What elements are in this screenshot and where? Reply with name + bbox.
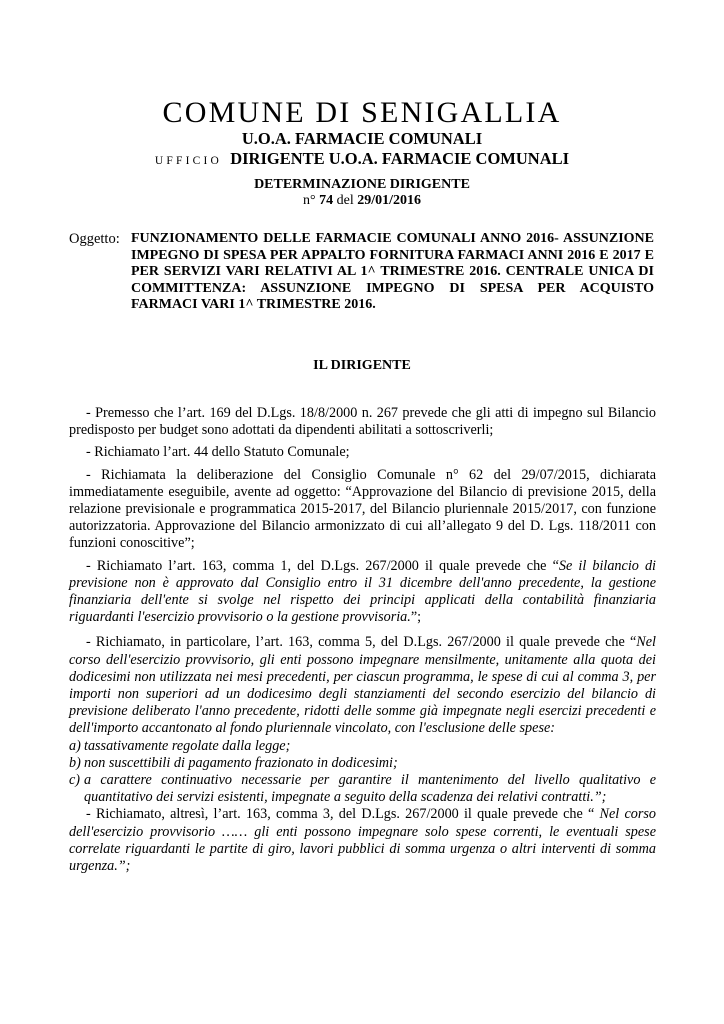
p4-quote: Se il bilancio di previsione non è approvato dal Consiglio entro il 31 dicembre dell'anno precedente, la gestione finanziaria dell'ente si svolge nel rispetto dei principi applicati della contabilità finanziaria riguardanti l'esercizio provvisorio o la gestione provvisoria. — [69, 557, 656, 626]
ufficio-name: DIRIGENTE U.O.A. FARMACIE COMUNALI — [230, 149, 570, 168]
exclusion-list — [69, 738, 656, 807]
p4-post: ”; — [410, 609, 422, 626]
paragraph-art163-comma1 — [69, 558, 656, 627]
p6-pre: - Richiamato, altresì, l’art. 163, comma 3, del D.Lgs. 267/2000 il quale prevede che “ — [86, 806, 600, 823]
list-text: non suscettibili di pagamento frazionato in dodicesimi; — [84, 754, 398, 771]
body-text — [69, 405, 656, 875]
oggetto-label: Oggetto: — [69, 231, 120, 247]
ufficio-label: UFFICIO — [154, 155, 223, 167]
paragraph-art163-comma5 — [69, 634, 656, 737]
date-prefix: del — [336, 193, 354, 208]
list-item — [69, 738, 656, 755]
list-label: b) — [69, 754, 81, 771]
list-text: a carattere continuativo necessarie per garantire il mantenimento del livello qualitativo e quantitativo dei servizi esistenti, impegnate a seguito della scadenza dei relativi contratti.”; — [84, 772, 656, 806]
ufficio-heading — [0, 149, 724, 171]
determination-number — [0, 192, 724, 209]
paragraph-deliberazione: - Richiamata la deliberazione del Consiglio Comunale n° 62 del 29/07/2015, dichiarata immediatamente eseguibile, avente ad oggetto: “Approvazione del Bilancio di previsione 2015, della relazione previsionale e programmatica 2015-2017, del Bilancio pluriennale 2015/2017, con funzione autorizzatoria. Approvazione del Bilancio armonizzato di cui all’allegato 9 del D. Lgs. 118/2011 con funzioni conoscitive”; — [69, 466, 656, 552]
determination-title: DETERMINAZIONE DIRIGENTE — [254, 177, 470, 192]
p6-quote: Nel corso dell'esercizio provvisorio …… gli enti possono impegnare solo spese correnti, le eventuali spese correlate riguardanti le partite di giro, lavori pubblici di somma urgenza o altri interventi di somma urgenza.”; — [69, 806, 656, 875]
list-label: a) — [69, 737, 81, 754]
date-value: 29/01/2016 — [357, 193, 421, 208]
list-text: tassativamente regolate dalla legge; — [84, 737, 291, 754]
page-title: COMUNE DI SENIGALLIA — [162, 96, 562, 129]
list-item — [69, 772, 656, 806]
paragraph-premesso: - Premesso che l’art. 169 del D.Lgs. 18/8/2000 n. 267 prevede che gli atti di impegno sul Bilancio predisposto per budget sono adottati da dipendenti abilitati a sottoscriverli; — [69, 405, 656, 439]
paragraph-art163-comma3 — [69, 806, 656, 875]
p5-pre: - Richiamato, in particolare, l’art. 163, comma 5, del D.Lgs. 267/2000 il quale prevede che “ — [86, 634, 637, 651]
uoa-heading: U.O.A. FARMACIE COMUNALI — [241, 129, 483, 148]
list-item — [69, 755, 656, 772]
p4-pre: - Richiamato l’art. 163, comma 1, del D.Lgs. 267/2000 il quale prevede che “ — [86, 557, 559, 574]
list-label: c) — [69, 772, 81, 789]
number-value: 74 — [319, 193, 334, 208]
p5-quote: Nel corso dell'esercizio provvisorio, gli enti possono impegnare mensilmente, unitamente alla quota dei dodicesimi non utilizzata nei mesi precedenti, per ciascun programma, le spese di cui al comma 3, per importi non superiori ad un dodicesimo degli stanziamenti del secondo esercizio del bilancio di previsione deliberato l'anno precedente, ridotti delle somme già impegnate negli esercizi precedenti e dell'importo accantonato al fondo pluriennale vincolato, con l'esclusione delle spese: — [69, 634, 656, 737]
number-prefix: n° — [303, 193, 316, 208]
paragraph-statuto: - Richiamato l’art. 44 dello Statuto Comunale; — [86, 444, 350, 461]
oggetto-text: FUNZIONAMENTO DELLE FARMACIE COMUNALI ANNO 2016- ASSUNZIONE IMPEGNO DI SPESA PER APPALTO FORNITURA FARMACI ANNI 2016 E 2017 E PER SERVIZI VARI RELATIVI AL 1^ TRIMESTRE 2016. CENTRALE UNICA DI COMMITTENZA: ASSUNZIONE IMPEGNO DI SPESA PER ACQUISTO FARMACI VARI 1^ TRIMESTRE 2016. — [131, 231, 654, 312]
section-heading: IL DIRIGENTE — [313, 358, 411, 373]
